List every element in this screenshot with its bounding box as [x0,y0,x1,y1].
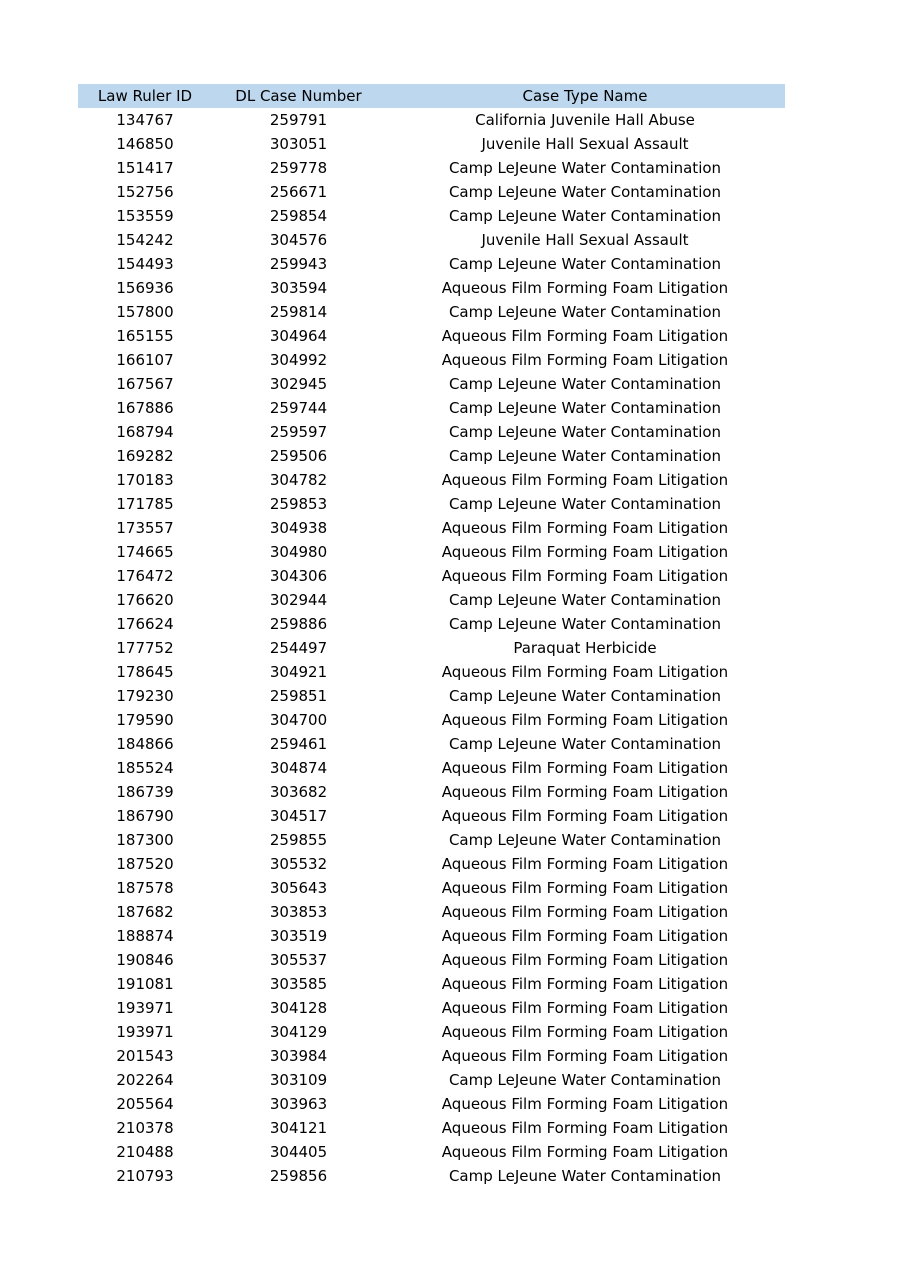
table-row [78,660,785,684]
header-row [78,84,785,108]
cell-law-ruler-id: 167567 [116,375,174,393]
cell-case-type-name: Camp LeJeune Water Contamination [448,375,722,393]
cell-case-type-name: Aqueous Film Forming Foam Litigation [441,1023,729,1041]
cell-law-ruler-id: 154242 [116,231,174,249]
table-row [78,492,785,516]
cell-case-type-name: Aqueous Film Forming Foam Litigation [441,1143,729,1161]
table-row [78,1140,785,1164]
table-row [78,900,785,924]
cell-law-ruler-id: 205564 [116,1095,174,1113]
cell-law-ruler-id: 171785 [116,495,174,513]
cell-law-ruler-id: 193971 [116,1023,174,1041]
cell-case-type-name: Paraquat Herbicide [513,639,657,657]
table-row [78,468,785,492]
cell-case-type-name: Camp LeJeune Water Contamination [448,1167,722,1185]
table-row [78,180,785,204]
cell-case-type-name: Aqueous Film Forming Foam Litigation [441,1047,729,1065]
cell-dl-case-number: 303519 [269,927,328,945]
cell-case-type-name: Aqueous Film Forming Foam Litigation [441,783,729,801]
cell-law-ruler-id: 176624 [116,615,174,633]
cell-case-type-name: Aqueous Film Forming Foam Litigation [441,951,729,969]
cell-law-ruler-id: 179590 [116,711,174,729]
cell-law-ruler-id: 170183 [116,471,174,489]
cell-law-ruler-id: 154493 [116,255,174,273]
header-law-ruler-id: Law Ruler ID [97,87,193,105]
table-row [78,876,785,900]
cell-law-ruler-id: 167886 [116,399,174,417]
cell-dl-case-number: 303682 [269,783,328,801]
table-row [78,588,785,612]
cell-case-type-name: Camp LeJeune Water Contamination [448,831,722,849]
cell-law-ruler-id: 210378 [116,1119,174,1137]
table-body [78,108,785,1188]
cell-dl-case-number: 304405 [269,1143,328,1161]
table-row [78,1164,785,1188]
cell-dl-case-number: 259853 [269,495,328,513]
cell-law-ruler-id: 146850 [116,135,174,153]
cell-dl-case-number: 259597 [269,423,328,441]
cell-case-type-name: Aqueous Film Forming Foam Litigation [441,279,729,297]
cell-law-ruler-id: 188874 [116,927,174,945]
cell-law-ruler-id: 151417 [116,159,174,177]
table-row [78,684,785,708]
cell-case-type-name: Camp LeJeune Water Contamination [448,399,722,417]
cell-dl-case-number: 259854 [269,207,328,225]
table-row [78,828,785,852]
cell-case-type-name: Camp LeJeune Water Contamination [448,495,722,513]
cell-case-type-name: Aqueous Film Forming Foam Litigation [441,711,729,729]
table-row [78,1020,785,1044]
cell-dl-case-number: 303984 [269,1047,328,1065]
cell-case-type-name: Aqueous Film Forming Foam Litigation [441,1095,729,1113]
table-row [78,516,785,540]
header-case-type-name: Case Type Name [522,87,648,105]
table-row [78,780,785,804]
cell-dl-case-number: 259461 [269,735,328,753]
cell-law-ruler-id: 134767 [116,111,174,129]
table-row [78,564,785,588]
table-row [78,732,785,756]
cell-case-type-name: Aqueous Film Forming Foam Litigation [441,351,729,369]
cell-law-ruler-id: 202264 [116,1071,174,1089]
cell-law-ruler-id: 173557 [116,519,174,537]
table-row [78,228,785,252]
cell-case-type-name: Camp LeJeune Water Contamination [448,159,722,177]
table-row [78,300,785,324]
cell-case-type-name: Camp LeJeune Water Contamination [448,735,722,753]
table-row [78,132,785,156]
header-dl-case-number: DL Case Number [235,87,362,105]
table-row [78,996,785,1020]
cell-law-ruler-id: 178645 [116,663,174,681]
cell-dl-case-number: 259855 [269,831,328,849]
cell-law-ruler-id: 177752 [116,639,174,657]
cell-dl-case-number: 259886 [269,615,328,633]
cell-case-type-name: Camp LeJeune Water Contamination [448,183,722,201]
cell-case-type-name: Aqueous Film Forming Foam Litigation [441,471,729,489]
cell-dl-case-number: 259814 [269,303,328,321]
cell-case-type-name: Camp LeJeune Water Contamination [448,687,722,705]
cell-case-type-name: Aqueous Film Forming Foam Litigation [441,999,729,1017]
table-row [78,540,785,564]
cell-case-type-name: Aqueous Film Forming Foam Litigation [441,927,729,945]
table-row [78,756,785,780]
cell-dl-case-number: 304121 [269,1119,328,1137]
cell-case-type-name: Aqueous Film Forming Foam Litigation [441,903,729,921]
cell-case-type-name: California Juvenile Hall Abuse [475,111,695,129]
cell-dl-case-number: 304938 [269,519,328,537]
table-row [78,972,785,996]
cell-case-type-name: Camp LeJeune Water Contamination [448,207,722,225]
cell-case-type-name: Aqueous Film Forming Foam Litigation [441,1119,729,1137]
cell-case-type-name: Camp LeJeune Water Contamination [448,255,722,273]
table-row [78,324,785,348]
cell-dl-case-number: 259506 [269,447,328,465]
cell-dl-case-number: 305643 [269,879,328,897]
cell-dl-case-number: 254497 [269,639,328,657]
cell-dl-case-number: 259744 [269,399,328,417]
cell-dl-case-number: 303051 [269,135,328,153]
cell-case-type-name: Aqueous Film Forming Foam Litigation [441,855,729,873]
cell-dl-case-number: 303963 [269,1095,328,1113]
table-row [78,948,785,972]
cell-law-ruler-id: 187682 [116,903,174,921]
cell-dl-case-number: 259791 [269,111,328,129]
table-row [78,396,785,420]
table-row [78,924,785,948]
cell-law-ruler-id: 184866 [116,735,174,753]
cell-law-ruler-id: 157800 [116,303,174,321]
cell-dl-case-number: 256671 [269,183,328,201]
cell-law-ruler-id: 174665 [116,543,174,561]
cell-dl-case-number: 259856 [269,1167,328,1185]
cell-dl-case-number: 304517 [269,807,328,825]
cell-dl-case-number: 304980 [269,543,328,561]
cell-case-type-name: Aqueous Film Forming Foam Litigation [441,879,729,897]
cell-law-ruler-id: 186790 [116,807,174,825]
table-row [78,348,785,372]
table-row [78,108,785,132]
cell-dl-case-number: 302945 [269,375,328,393]
cell-case-type-name: Aqueous Film Forming Foam Litigation [441,519,729,537]
cell-dl-case-number: 304964 [269,327,328,345]
cell-dl-case-number: 305537 [269,951,328,969]
cell-law-ruler-id: 153559 [116,207,174,225]
cell-case-type-name: Camp LeJeune Water Contamination [448,423,722,441]
cell-case-type-name: Aqueous Film Forming Foam Litigation [441,975,729,993]
cell-dl-case-number: 304874 [269,759,328,777]
cell-case-type-name: Aqueous Film Forming Foam Litigation [441,567,729,585]
cell-law-ruler-id: 176620 [116,591,174,609]
cell-dl-case-number: 259851 [269,687,328,705]
cell-law-ruler-id: 186739 [116,783,174,801]
cell-law-ruler-id: 152756 [116,183,174,201]
cell-dl-case-number: 305532 [269,855,328,873]
cell-law-ruler-id: 193971 [116,999,174,1017]
table-row [78,420,785,444]
cell-law-ruler-id: 187578 [116,879,174,897]
cell-case-type-name: Camp LeJeune Water Contamination [448,447,722,465]
cell-law-ruler-id: 210488 [116,1143,174,1161]
cell-law-ruler-id: 185524 [116,759,174,777]
table-row [78,252,785,276]
cell-case-type-name: Camp LeJeune Water Contamination [448,1071,722,1089]
cell-dl-case-number: 259778 [269,159,328,177]
cell-dl-case-number: 303585 [269,975,328,993]
cell-dl-case-number: 304128 [269,999,328,1017]
table-row [78,372,785,396]
cell-case-type-name: Aqueous Film Forming Foam Litigation [441,807,729,825]
table-row [78,1044,785,1068]
table-row [78,204,785,228]
cell-law-ruler-id: 210793 [116,1167,174,1185]
cell-case-type-name: Juvenile Hall Sexual Assault [481,135,689,153]
cell-dl-case-number: 304576 [269,231,328,249]
table-row [78,636,785,660]
cell-law-ruler-id: 190846 [116,951,174,969]
table-row [78,1092,785,1116]
cell-law-ruler-id: 166107 [116,351,174,369]
cell-case-type-name: Aqueous Film Forming Foam Litigation [441,327,729,345]
table-row [78,1068,785,1092]
cell-dl-case-number: 304306 [269,567,328,585]
cell-case-type-name: Camp LeJeune Water Contamination [448,303,722,321]
cell-dl-case-number: 304129 [269,1023,328,1041]
table-row [78,612,785,636]
cell-law-ruler-id: 201543 [116,1047,174,1065]
cell-dl-case-number: 303594 [269,279,328,297]
cell-law-ruler-id: 165155 [116,327,174,345]
cell-case-type-name: Aqueous Film Forming Foam Litigation [441,543,729,561]
table-row [78,1116,785,1140]
cell-dl-case-number: 303109 [269,1071,328,1089]
cell-law-ruler-id: 187520 [116,855,174,873]
table-row [78,804,785,828]
cell-case-type-name: Camp LeJeune Water Contamination [448,591,722,609]
cell-dl-case-number: 304921 [269,663,328,681]
cell-case-type-name: Camp LeJeune Water Contamination [448,615,722,633]
spreadsheet-page [78,84,785,1188]
table-row [78,444,785,468]
cell-law-ruler-id: 169282 [116,447,174,465]
cell-dl-case-number: 304992 [269,351,328,369]
cell-dl-case-number: 259943 [269,255,328,273]
cell-law-ruler-id: 176472 [116,567,174,585]
cell-law-ruler-id: 191081 [116,975,174,993]
cell-dl-case-number: 304782 [269,471,328,489]
cell-law-ruler-id: 156936 [116,279,174,297]
table-row [78,156,785,180]
cell-dl-case-number: 302944 [269,591,328,609]
table-row [78,708,785,732]
cell-dl-case-number: 304700 [269,711,328,729]
cell-case-type-name: Aqueous Film Forming Foam Litigation [441,663,729,681]
cell-law-ruler-id: 179230 [116,687,174,705]
cell-case-type-name: Juvenile Hall Sexual Assault [481,231,689,249]
cell-law-ruler-id: 168794 [116,423,174,441]
table-row [78,852,785,876]
table-row [78,276,785,300]
cell-law-ruler-id: 187300 [116,831,174,849]
case-table [78,84,785,1188]
cell-dl-case-number: 303853 [269,903,328,921]
cell-case-type-name: Aqueous Film Forming Foam Litigation [441,759,729,777]
